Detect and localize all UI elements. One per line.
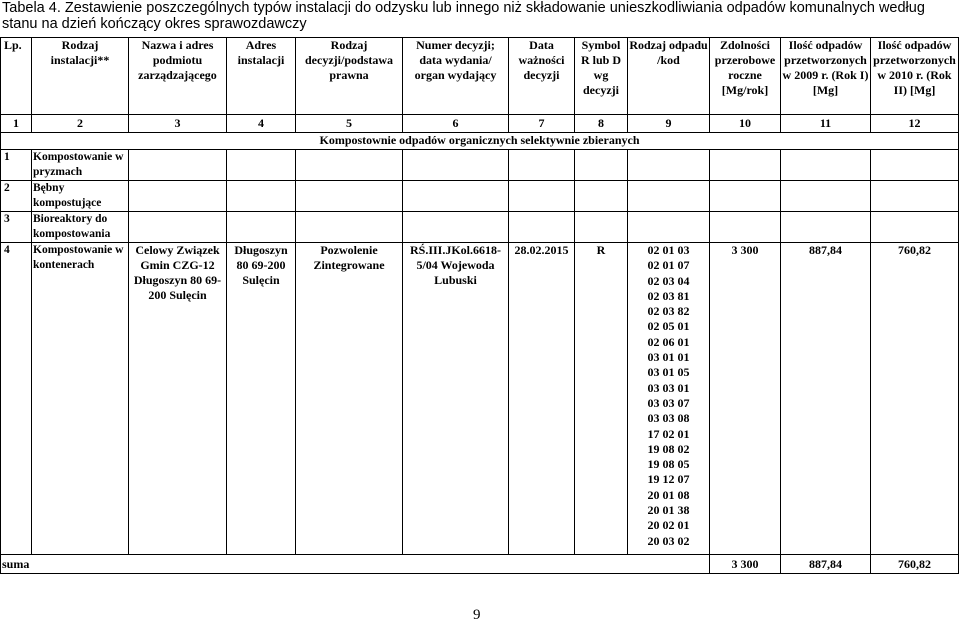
sum-ilosc-2009: 887,84	[781, 555, 871, 574]
row-ilosc-2010: 760,82	[871, 243, 959, 555]
column-number: 6	[403, 115, 509, 133]
row-lp: 1	[1, 150, 32, 181]
column-number: 1	[1, 115, 32, 133]
waste-code: 17 02 01	[647, 426, 690, 441]
column-number: 11	[781, 115, 871, 133]
sum-row	[1, 555, 959, 574]
sum-ilosc-2010: 760,82	[871, 555, 959, 574]
header-nazwa-podmiotu: Nazwa i adres podmiotu zarządzającego	[129, 38, 227, 115]
table-row	[1, 181, 959, 212]
column-number: 8	[575, 115, 628, 133]
header-symbol: Symbol R lub D wg decyzji	[575, 38, 628, 115]
row-nazwa-podmiotu: Celowy Związek Gmin CZG-12 Długoszyn 80 69-200 Sulęcin	[129, 243, 227, 555]
table-row	[1, 212, 959, 243]
row-lp: 3	[1, 212, 32, 243]
waste-code: 19 12 07	[647, 472, 690, 487]
waste-code: 03 03 07	[647, 395, 690, 410]
sum-label: suma	[1, 555, 710, 574]
row-rodzaj-instalacji: Kompostowanie w pryzmach	[32, 150, 129, 181]
table-row	[1, 243, 959, 555]
header-rodzaj-odpadu: Rodzaj odpadu /kod	[628, 38, 710, 115]
waste-code: 02 05 01	[647, 319, 690, 334]
row-rodzaj-instalacji: Kompostowanie w kontenerach	[32, 243, 129, 555]
row-zdolnosci: 3 300	[710, 243, 781, 555]
header-ilosc-2010: Ilość odpadów przetworzonych w 2010 r. (Rok II) [Mg]	[871, 38, 959, 115]
header-zdolnosci: Zdolności przerobowe roczne [Mg/rok]	[710, 38, 781, 115]
section-row	[1, 133, 959, 150]
row-waste-codes	[628, 243, 710, 555]
column-number: 9	[628, 115, 710, 133]
header-data-waznosci: Data ważności decyzji	[509, 38, 575, 115]
header-rodzaj-instalacji: Rodzaj instalacji**	[32, 38, 129, 115]
header-rodzaj-decyzji: Rodzaj decyzji/podstawa prawna	[296, 38, 403, 115]
row-rodzaj-instalacji: Bębny kompostujące	[32, 181, 129, 212]
header-ilosc-2009: Ilość odpadów przetworzonych w 2009 r. (Rok I) [Mg]	[781, 38, 871, 115]
column-number: 12	[871, 115, 959, 133]
column-number: 10	[710, 115, 781, 133]
waste-code: 20 01 08	[647, 487, 690, 502]
waste-code: 03 03 08	[647, 411, 690, 426]
row-numer-decyzji: RŚ.III.JKol.6618-5/04 Wojewoda Lubuski	[403, 243, 509, 555]
waste-code: 19 08 05	[647, 457, 690, 472]
row-rodzaj-instalacji: Bioreaktory do kompostowania	[32, 212, 129, 243]
row-lp: 4	[1, 243, 32, 555]
header-numer-decyzji: Numer decyzji; data wydania/ organ wydający	[403, 38, 509, 115]
header-row	[1, 38, 959, 115]
column-number: 3	[129, 115, 227, 133]
waste-code: 02 03 82	[647, 304, 690, 319]
waste-code: 03 03 01	[647, 380, 690, 395]
sum-zdolnosci: 3 300	[710, 555, 781, 574]
waste-code: 02 03 81	[647, 288, 690, 303]
column-number: 2	[32, 115, 129, 133]
waste-code: 20 02 01	[647, 518, 690, 533]
column-number: 7	[509, 115, 575, 133]
row-ilosc-2009: 887,84	[781, 243, 871, 555]
table-caption: Tabela 4. Zestawienie poszczególnych typów instalacji do odzysku lub innego niż składowanie unieszkodliwiania odpadów komunalnych według stanu na dzień kończący okres sprawozdawczy	[2, 0, 925, 32]
waste-code: 02 01 03	[647, 243, 690, 257]
header-adres-instalacji: Adres instalacji	[227, 38, 296, 115]
installations-table	[0, 37, 959, 574]
row-data-waznosci: 28.02.2015	[509, 243, 575, 555]
page-number: 9	[473, 607, 481, 623]
waste-code: 02 03 04	[647, 273, 690, 288]
row-adres-instalacji: Długoszyn 80 69-200 Sulęcin	[227, 243, 296, 555]
waste-code: 02 01 07	[647, 258, 690, 273]
column-number: 5	[296, 115, 403, 133]
waste-code: 03 01 01	[647, 350, 690, 365]
row-lp: 2	[1, 181, 32, 212]
waste-code: 20 03 02	[647, 533, 690, 548]
column-number: 4	[227, 115, 296, 133]
row-symbol: R	[575, 243, 628, 555]
waste-code: 20 01 38	[647, 503, 690, 518]
waste-code: 03 01 05	[647, 365, 690, 380]
waste-code: 02 06 01	[647, 334, 690, 349]
waste-code: 19 08 02	[647, 441, 690, 456]
header-lp: Lp.	[1, 38, 32, 115]
column-number-row	[1, 115, 959, 133]
section-title: Kompostownie odpadów organicznych selektywnie zbieranych	[1, 133, 959, 150]
table-row	[1, 150, 959, 181]
row-rodzaj-decyzji: Pozwolenie Zintegrowane	[296, 243, 403, 555]
